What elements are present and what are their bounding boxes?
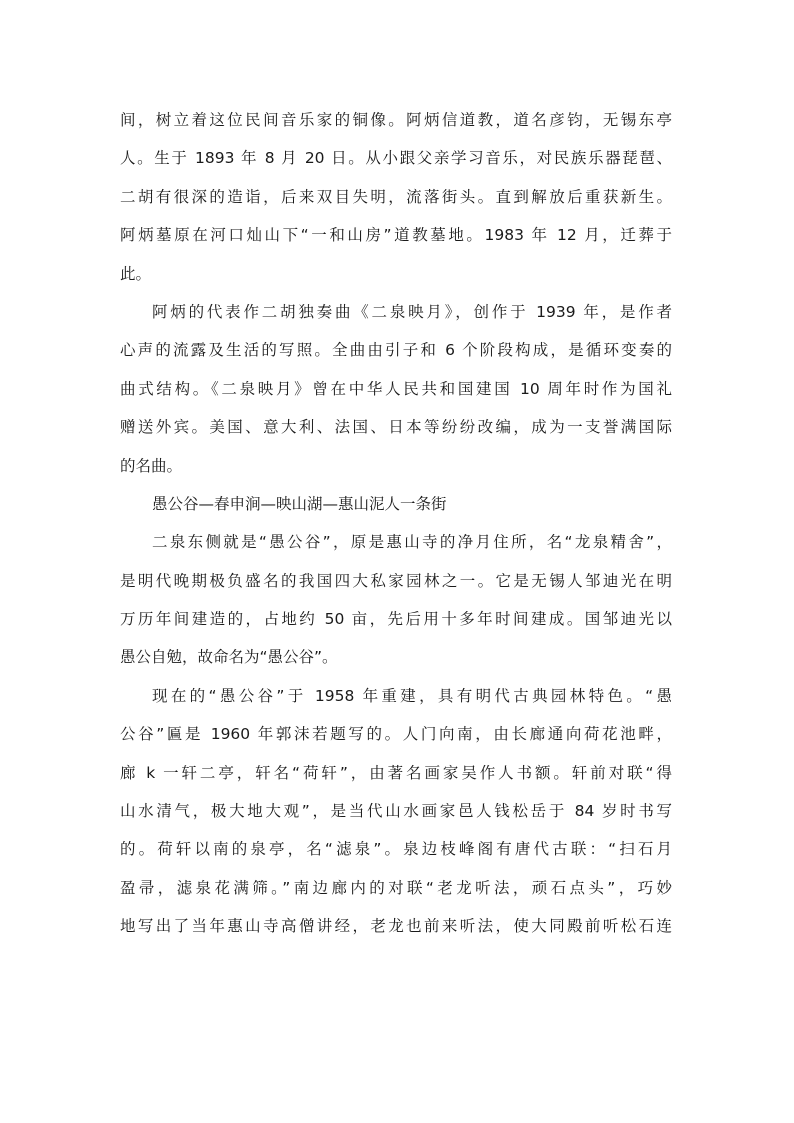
text-line: 是明代晚期极负盛名的我国四大私家园林之一。它是无锡人邹迪光在明	[120, 571, 672, 590]
text-line: 曲式结构。《二泉映月》曾在中华人民共和国建国 10 周年时作为国礼	[120, 379, 672, 398]
text-line: 心声的流露及生活的写照。全曲由引子和 6 个阶段构成，是循环变奏的	[120, 341, 672, 360]
text-line: 二胡有很深的造诣，后来双目失明，流落街头。直到解放后重获新生。	[120, 187, 672, 206]
text-line: 此。	[120, 264, 152, 283]
section-heading: 愚公谷—春申涧—映山湖—惠山泥人一条街	[152, 494, 447, 513]
text-line: 赠送外宾。美国、意大利、法国、日本等纷纷改编，成为一支誉满国际	[120, 418, 672, 437]
text-line: 的名曲。	[120, 456, 183, 475]
text-line: 地写出了当年惠山寺高僧讲经，老龙也前来听法，使大同殿前听松石连	[120, 917, 672, 936]
text-line: 万历年间建造的，占地约 50 亩，先后用十多年时间建成。国邹迪光以	[120, 610, 672, 629]
text-line: 现在的“愚公谷”于 1958 年重建，具有明代古典园林特色。“愚	[152, 686, 672, 705]
text-line: 廊 k 一轩二亭，轩名“荷轩”，由著名画家吴作人书额。轩前对联“得	[120, 763, 672, 782]
text-line: 公谷”匾是 1960 年郭沫若题写的。人门向南，由长廊通向荷花池畔，	[120, 725, 672, 744]
text-line: 愚公自勉，故命名为“愚公谷”。	[120, 648, 338, 667]
text-line: 山水清气，极大地大观”，是当代山水画家邑人钱松岳于 84 岁时书写	[120, 802, 672, 821]
text-line: 二泉东侧就是“愚公谷”，原是惠山寺的净月住所，名“龙泉精舍”，	[152, 533, 672, 552]
text-line: 盈帚，滤泉花满筛。”南边廊内的对联“老龙听法，顽石点头”，巧妙	[120, 878, 672, 897]
text-line: 阿炳墓原在河口灿山下“一和山房”道教墓地。1983 年 12 月，迁葬于	[120, 226, 672, 245]
text-line: 的。荷轩以南的泉亭，名“滤泉”。泉边枝峰阁有唐代古联：“扫石月	[120, 840, 672, 859]
text-line: 人。生于 1893 年 8 月 20 日。从小跟父亲学习音乐，对民族乐器琵琶、	[120, 149, 672, 168]
text-line: 间，树立着这位民间音乐家的铜像。阿炳信道教，道名彦钧，无锡东亭	[120, 111, 672, 129]
text-line: 阿炳的代表作二胡独奏曲《二泉映月》，创作于 1939 年，是作者	[152, 302, 672, 321]
document-body	[120, 101, 672, 946]
